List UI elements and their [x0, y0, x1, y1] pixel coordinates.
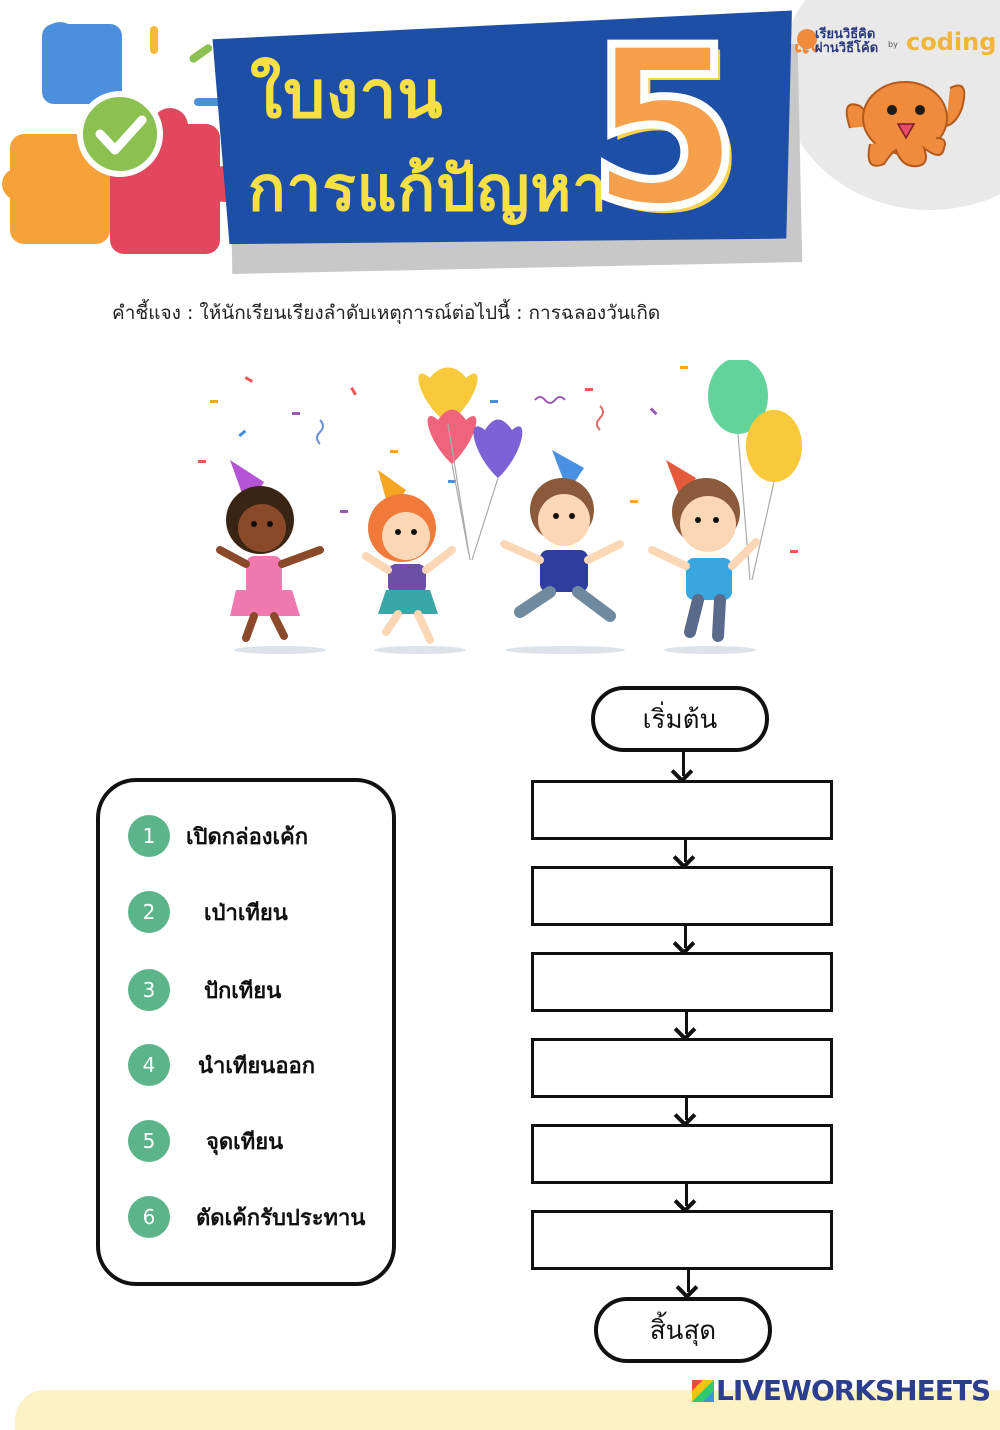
option-item-4[interactable]	[128, 1043, 315, 1087]
octopus-mascot-icon	[840, 68, 970, 178]
answer-box-4[interactable]	[531, 1038, 833, 1098]
worksheet-number: 5	[588, 0, 742, 256]
flowchart-start: เริ่มต้น	[591, 686, 769, 752]
option-number-badge: 4	[128, 1044, 170, 1086]
option-item-6[interactable]	[128, 1195, 365, 1239]
kid-1	[220, 460, 320, 638]
flowchart-end: สิ้นสุด	[594, 1297, 772, 1363]
title-line-1: ใบงาน	[250, 56, 444, 133]
option-label: จุดเทียน	[206, 1129, 284, 1155]
option-label: ตัดเค้กรับประทาน	[196, 1205, 366, 1231]
option-item-2[interactable]	[128, 890, 288, 934]
option-item-5[interactable]	[128, 1119, 283, 1163]
answer-box-6[interactable]	[531, 1210, 833, 1270]
option-number-badge: 5	[128, 1120, 170, 1162]
liveworksheets-text: LIVEWORKSHEETS	[716, 1374, 991, 1407]
liveworksheets-logo-icon	[692, 1380, 714, 1402]
liveworksheets-brand	[692, 1374, 990, 1407]
instruction-text: คำชี้แจง : ให้นักเรียนเรียงลำดับเหตุการณ์ต่อไปนี้ : การฉลองวันเกิด	[112, 302, 661, 324]
logo-brand: coding	[906, 28, 997, 56]
logo-by: by	[888, 40, 898, 49]
logo-text-line2: ผ่านวิธีโค้ด	[815, 41, 879, 56]
birthday-party-illustration	[190, 360, 820, 660]
option-number-badge: 1	[128, 815, 170, 857]
answer-box-1[interactable]	[531, 780, 833, 840]
option-label: เป่าเทียน	[204, 900, 288, 926]
option-label: เปิดกล่องเค้ก	[186, 824, 309, 850]
kid-4	[652, 460, 756, 636]
option-number-badge: 3	[128, 969, 170, 1011]
option-label: ปักเทียน	[204, 978, 282, 1004]
title-line-2: การแก้ปัญหา	[248, 152, 609, 225]
option-number-badge: 2	[128, 891, 170, 933]
logo-text-line1: เรียนวิธีคิด	[815, 27, 876, 42]
answer-box-5[interactable]	[531, 1124, 833, 1184]
option-item-3[interactable]	[128, 968, 281, 1012]
answer-box-2[interactable]	[531, 866, 833, 926]
kid-2	[366, 470, 452, 640]
option-item-1[interactable]	[128, 814, 308, 858]
option-label: นำเทียนออก	[198, 1053, 316, 1079]
logo-text	[815, 28, 878, 56]
flow-arrow-icon	[682, 748, 685, 776]
answer-box-3[interactable]	[531, 952, 833, 1012]
puzzle-check-icon	[0, 14, 250, 264]
kid-3	[504, 450, 620, 616]
option-number-badge: 6	[128, 1196, 170, 1238]
